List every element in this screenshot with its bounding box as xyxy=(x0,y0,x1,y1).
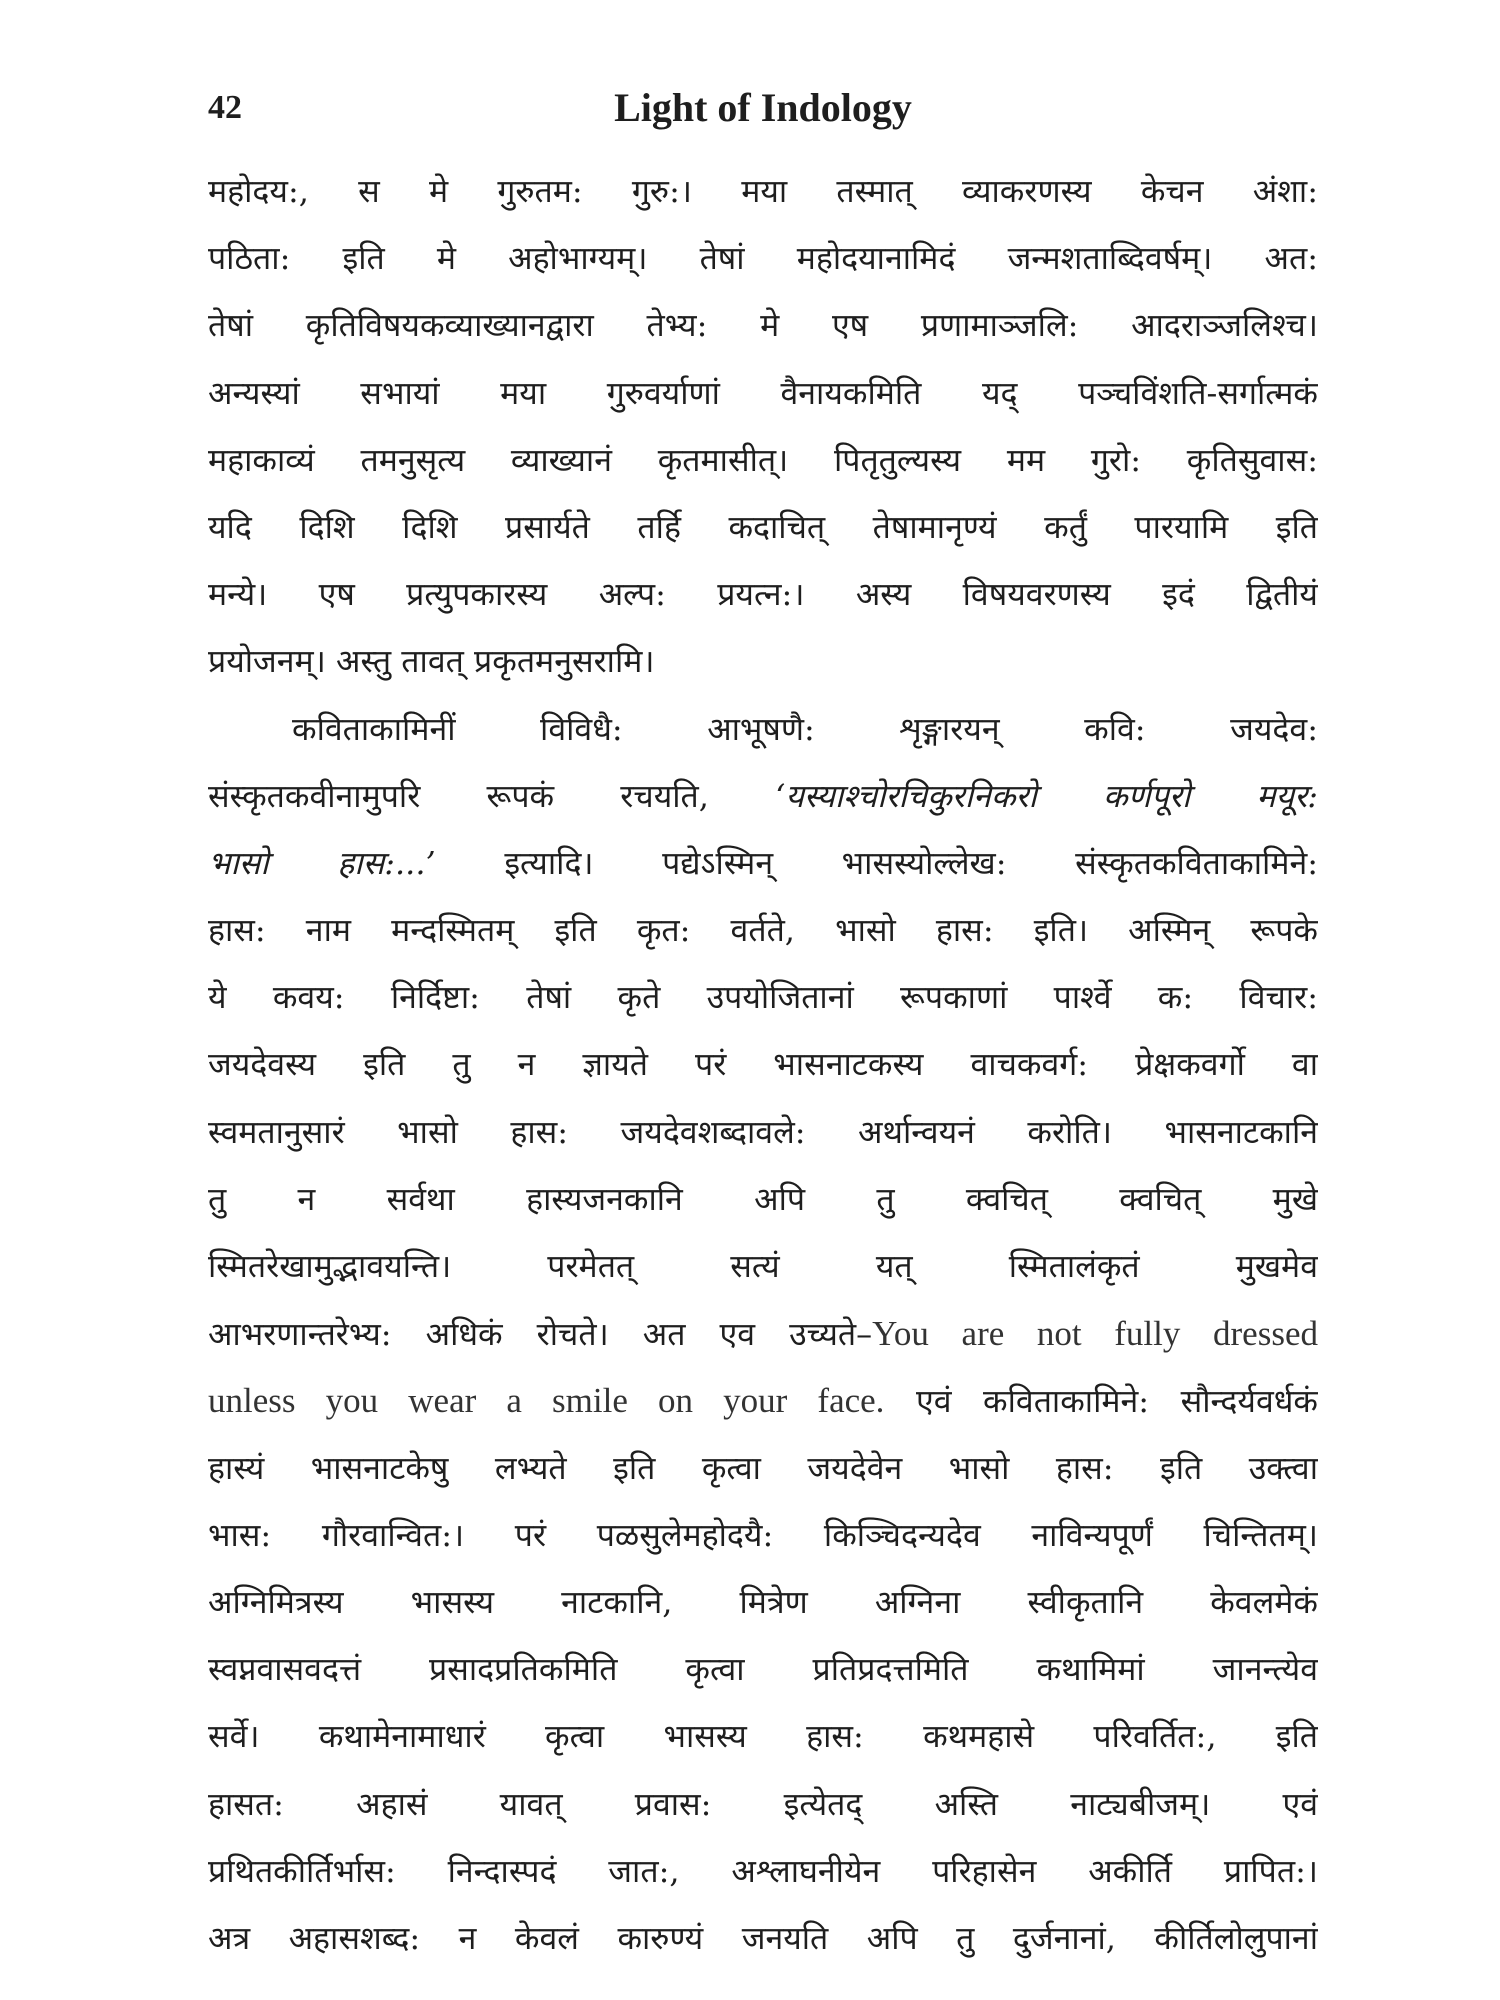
sanskrit-text: तु न सर्वथा हास्यजनकानि अपि तु क्वचित् क्वचित् मुखे xyxy=(208,1179,1318,1218)
page-header xyxy=(208,78,1318,138)
sanskrit-text: ये कवय: निर्दिष्टा: तेषां कृते उपयोजितानां रूपकाणां पार्श्वे क: विचार: xyxy=(208,978,1318,1017)
sanskrit-text: स्वमतानुसारं भासो हास: जयदेवशब्दावले: अर्थान्वयनं करोति। भासनाटकानि xyxy=(208,1112,1318,1151)
sanskrit-text: आभरणान्तरेभ्य: अधिकं रोचते। अत एव उच्यते– xyxy=(208,1315,873,1354)
sanskrit-text: यदि दिशि दिशि प्रसार्यते तर्हि कदाचित् तेषामानृण्यं कर्तुं पारयामि इति xyxy=(208,507,1318,546)
sanskrit-text: स्वप्नवासवदत्तं प्रसादप्रतिकमिति कृत्वा प्रतिप्रदत्तमिति कथामिमां जानन्त्येव xyxy=(208,1650,1318,1689)
text-line xyxy=(208,225,1318,292)
sanskrit-text: इत्यादि। पद्येऽस्मिन् भासस्योल्लेख: संस्कृतकविताकामिने: xyxy=(504,843,1318,882)
text-line xyxy=(208,1233,1318,1300)
text-line xyxy=(208,1838,1318,1905)
page-number: 42 xyxy=(208,89,242,126)
text-line xyxy=(208,1771,1318,1838)
verse-quote: भासो हास:...’ xyxy=(208,843,436,882)
text-line xyxy=(208,1099,1318,1166)
sanskrit-text: हास्यं भासनाटकेषु लभ्यते इति कृत्वा जयदेवेन भासो हास: इति उक्त्वा xyxy=(208,1448,1318,1487)
text-line xyxy=(208,1367,1318,1434)
text-line xyxy=(208,1300,1318,1367)
text-line xyxy=(208,1703,1318,1770)
sanskrit-text: अत्र अहासशब्द: न केवलं कारुण्यं जनयति अपि तु दुर्जनानां, कीर्तिलोलुपानां xyxy=(208,1918,1318,1957)
text-line xyxy=(208,427,1318,494)
text-line xyxy=(208,1166,1318,1233)
text-line xyxy=(208,763,1318,830)
sanskrit-text: हासत: अहासं यावत् प्रवास: इत्येतद् अस्ति नाट्यबीजम्। एवं xyxy=(208,1784,1318,1823)
body-text xyxy=(208,158,1318,1972)
sanskrit-text: एवं कविताकामिने: सौन्दर्यवर्धकं xyxy=(916,1382,1318,1421)
text-line xyxy=(208,158,1318,225)
sanskrit-text: प्रथितकीर्तिर्भास: निन्दास्पदं जात:, अश्लाघनीयेन परिहासेन अकीर्ति प्रापित:। xyxy=(208,1851,1318,1890)
sanskrit-text: संस्कृतकवीनामुपरि रूपकं रचयति, xyxy=(208,776,709,815)
english-quote: You are not fully dressed xyxy=(872,1314,1318,1354)
text-line xyxy=(208,1636,1318,1703)
sanskrit-text: स्मितरेखामुद्भावयन्ति। परमेतत् सत्यं यत् स्मितालंकृतं मुखमेव xyxy=(208,1247,1318,1285)
sanskrit-text: प्रयोजनम्। अस्तु तावत् प्रकृतमनुसरामि। xyxy=(208,642,655,681)
english-quote: unless you wear a smile on your face. xyxy=(208,1381,885,1421)
sanskrit-text: अग्निमित्रस्य भासस्य नाटकानि, मित्रेण अग्निना स्वीकृतानि केवलमेकं xyxy=(208,1582,1318,1621)
text-line xyxy=(208,830,1318,897)
text-line xyxy=(208,360,1318,427)
sanskrit-text: महाकाव्यं तमनुसृत्य व्याख्यानं कृतमासीत्। पितृतुल्यस्य मम गुरो: कृतिसुवास: xyxy=(208,440,1318,479)
sanskrit-text: हास: नाम मन्दस्मितम् इति कृत: वर्तते, भासो हास: इति। अस्मिन् रूपके xyxy=(208,911,1318,950)
text-line xyxy=(208,1031,1318,1098)
sanskrit-text: कविताकामिनीं विविधै: आभूषणै: शृङ्गारयन् कवि: जयदेव: xyxy=(292,709,1318,748)
text-line xyxy=(208,292,1318,359)
sanskrit-text: अन्यस्यां सभायां मया गुरुवर्याणां वैनायकमिति यद् पञ्चविंशति-सर्गात्मकं xyxy=(208,373,1318,412)
text-line xyxy=(208,1905,1318,1972)
text-line xyxy=(208,561,1318,628)
text-line xyxy=(208,1569,1318,1636)
sanskrit-text: मन्ये। एष प्रत्युपकारस्य अल्प: प्रयत्न:। अस्य विषयवरणस्य इदं द्वितीयं xyxy=(208,575,1318,614)
sanskrit-text: पठिता: इति मे अहोभाग्यम्। तेषां महोदयानामिदं जन्मशताब्दिवर्षम्। अत: xyxy=(208,239,1318,278)
text-line xyxy=(208,1435,1318,1502)
sanskrit-text: भास: गौरवान्वित:। परं पळसुलेमहोदयै: किञ्चिदन्यदेव नाविन्यपूर्णं चिन्तितम्। xyxy=(208,1515,1318,1554)
sanskrit-text: जयदेवस्य इति तु न ज्ञायते परं भासनाटकस्य वाचकवर्ग: प्रेक्षकवर्गो वा xyxy=(208,1045,1318,1084)
verse-quote: ‘यस्याश्चोरचिकुरनिकरो कर्णपूरो मयूर: xyxy=(775,776,1318,815)
text-line xyxy=(208,628,1318,695)
paragraph-first-line xyxy=(208,696,1318,763)
text-line xyxy=(208,964,1318,1031)
sanskrit-text: तेषां कृतिविषयकव्याख्यानद्वारा तेभ्य: मे एष प्रणामाञ्जलि: आदराञ्जलिश्च। xyxy=(208,306,1318,345)
running-title: Light of Indology xyxy=(614,85,912,130)
text-line xyxy=(208,494,1318,561)
sanskrit-text: महोदय:, स मे गुरुतम: गुरु:। मया तस्मात् व्याकरणस्य केचन अंशा: xyxy=(208,172,1318,210)
sanskrit-text: सर्वे। कथामेनामाधारं कृत्वा भासस्य हास: कथमहासे परिवर्तित:, इति xyxy=(208,1717,1318,1756)
text-line xyxy=(208,897,1318,964)
text-line xyxy=(208,1502,1318,1569)
